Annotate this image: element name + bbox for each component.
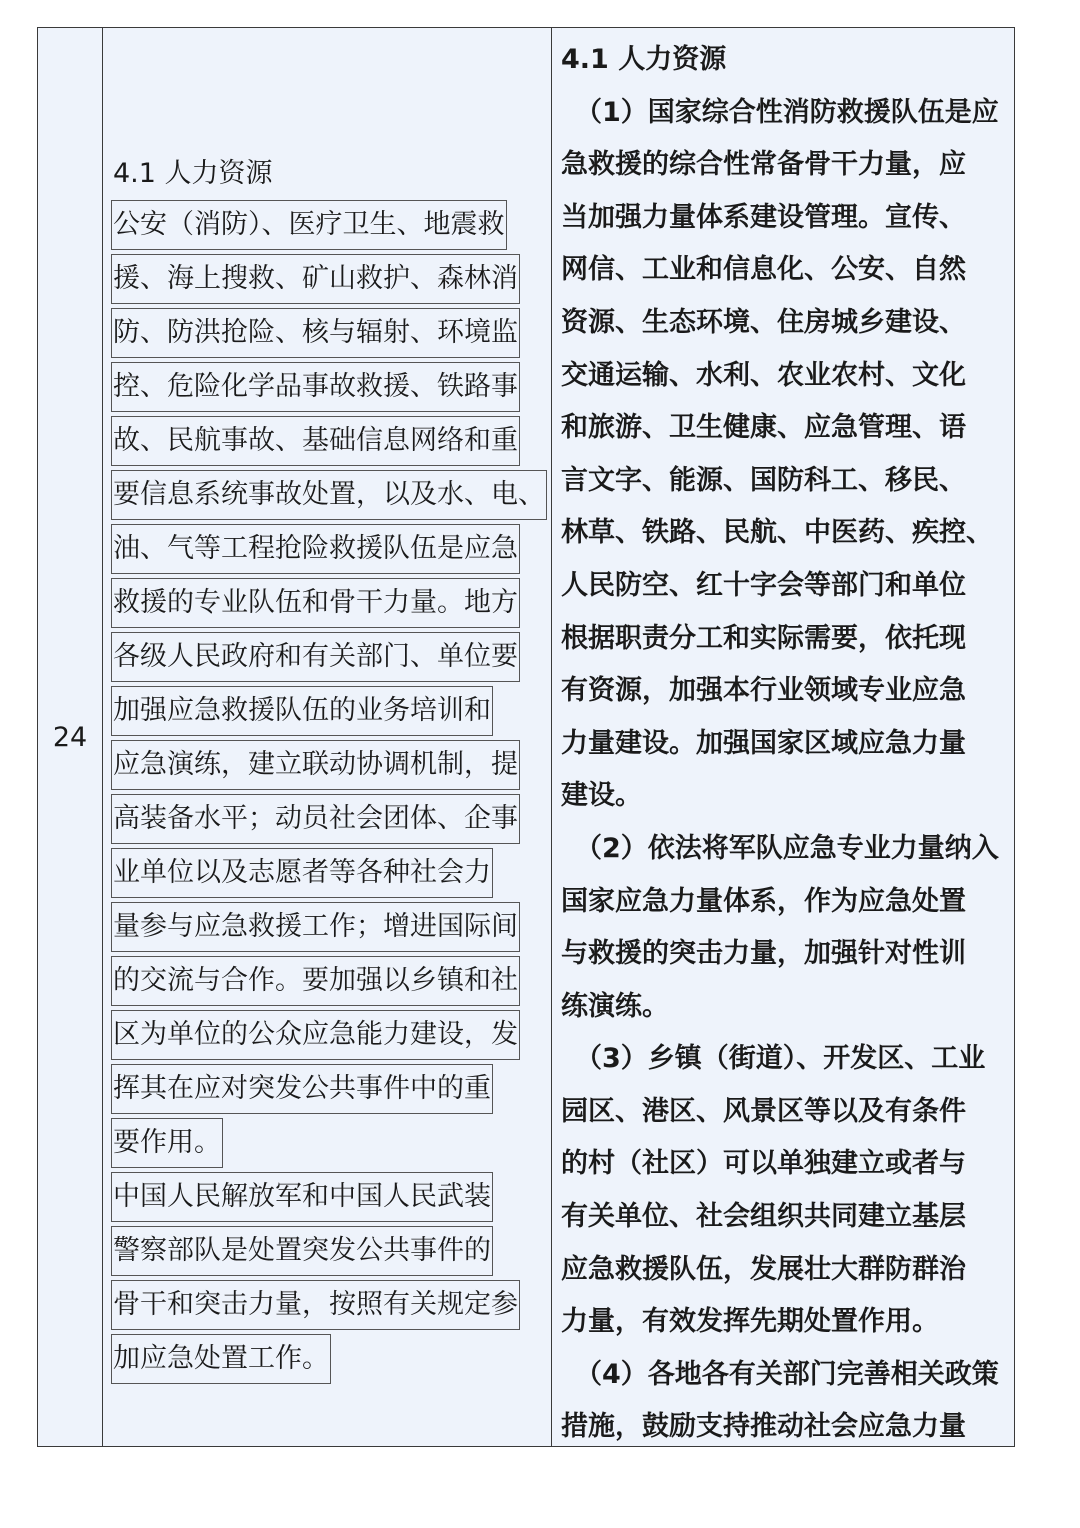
column-divider (551, 28, 552, 1446)
revised-text-line: 力量，有效发挥先期处置作用。 (561, 1306, 939, 1338)
revised-text-line: （2）依法将军队应急专业力量纳入 (575, 832, 999, 864)
original-text-column (111, 148, 545, 1388)
original-section-heading: 4.1 人力资源 (113, 158, 273, 189)
revised-text-line: 资源、生态环境、住房城乡建设、 (561, 306, 966, 338)
original-text-line: 加应急处置工作。 (111, 1334, 331, 1384)
comparison-table (37, 27, 1015, 1447)
revised-text-line: 急救援的综合性常备骨干力量，应 (561, 149, 966, 181)
revised-text-line: 力量建设。加强国家区域应急力量 (561, 727, 966, 759)
original-text-line: 区为单位的公众应急能力建设，发 (111, 1010, 520, 1060)
revised-text-line: （4）各地各有关部门完善相关政策 (575, 1358, 999, 1390)
original-text-line: 中国人民解放军和中国人民武装 (111, 1172, 493, 1222)
row-number: 24 (52, 721, 88, 753)
revised-text-line: 根据职责分工和实际需要，依托现 (561, 622, 966, 654)
original-text-line: 各级人民政府和有关部门、单位要 (111, 632, 520, 682)
revised-text-line: 有资源，加强本行业领域专业应急 (561, 675, 966, 707)
revised-text-line: 应急救援队伍，发展壮大群防群治 (561, 1253, 966, 1285)
revised-text-line: 交通运输、水利、农业农村、文化 (561, 359, 966, 391)
revised-text-line: 练演练。 (561, 990, 669, 1022)
original-text-line: 骨干和突击力量，按照有关规定参 (111, 1280, 520, 1330)
revised-text-column (561, 34, 1009, 1454)
original-text-line: 故、民航事故、基础信息网络和重 (111, 416, 520, 466)
revised-text-line: 人民防空、红十字会等部门和单位 (561, 569, 966, 601)
original-text-line: 公安（消防）、医疗卫生、地震救 (111, 200, 507, 250)
revised-text-line: （3）乡镇（街道）、开发区、工业 (575, 1043, 986, 1075)
original-paragraph (111, 1172, 545, 1384)
revised-text-line: 建设。 (561, 780, 642, 812)
original-text-line: 高装备水平；动员社会团体、企事 (111, 794, 520, 844)
original-text-line: 防、防洪抢险、核与辐射、环境监 (111, 308, 520, 358)
revised-text-line: 有关单位、社会组织共同建立基层 (561, 1201, 966, 1233)
original-text-line: 业单位以及志愿者等各种社会力 (111, 848, 493, 898)
original-text-line: 挥其在应对突发公共事件中的重 (111, 1064, 493, 1114)
original-paragraphs (111, 200, 545, 1384)
revised-text-line: （1）国家综合性消防救援队伍是应 (575, 96, 999, 128)
revised-text-line: 林草、铁路、民航、中医药、疾控、 (561, 517, 993, 549)
revised-text-line: 与救援的突击力量，加强针对性训 (561, 938, 966, 970)
revised-text-line: 园区、港区、风景区等以及有条件 (561, 1095, 966, 1127)
original-text-line: 量参与应急救援工作；增进国际间 (111, 902, 520, 952)
column-divider (102, 28, 103, 1446)
original-text-line: 油、气等工程抢险救援队伍是应急 (111, 524, 520, 574)
original-text-line: 要信息系统事故处置，以及水、电、 (111, 470, 547, 520)
revised-text-line: 网信、工业和信息化、公安、自然 (561, 254, 966, 286)
revised-text-line: 的村（社区）可以单独建立或者与 (561, 1148, 966, 1180)
revised-text-line: 言文字、能源、国防科工、移民、 (561, 464, 966, 496)
original-text-line: 救援的专业队伍和骨干力量。地方 (111, 578, 520, 628)
revised-text-line: 当加强力量体系建设管理。宣传、 (561, 201, 966, 233)
revised-section-heading: 4.1 人力资源 (561, 44, 727, 75)
revised-paragraphs (561, 87, 1009, 1454)
original-text-line: 应急演练，建立联动协调机制，提 (111, 740, 520, 790)
original-text-line: 的交流与合作。要加强以乡镇和社 (111, 956, 520, 1006)
original-text-line: 要作用。 (111, 1118, 223, 1168)
revised-text-line: 国家应急力量体系，作为应急处置 (561, 885, 966, 917)
revised-text-line: 措施，鼓励支持推动社会应急力量 (561, 1411, 966, 1443)
revised-text-line: 和旅游、卫生健康、应急管理、语 (561, 412, 966, 444)
original-text-line: 控、危险化学品事故救援、铁路事 (111, 362, 520, 412)
original-text-line: 警察部队是处置突发公共事件的 (111, 1226, 493, 1276)
original-text-line: 加强应急救援队伍的业务培训和 (111, 686, 493, 736)
original-text-line: 援、海上搜救、矿山救护、森林消 (111, 254, 520, 304)
original-paragraph (111, 200, 545, 1168)
